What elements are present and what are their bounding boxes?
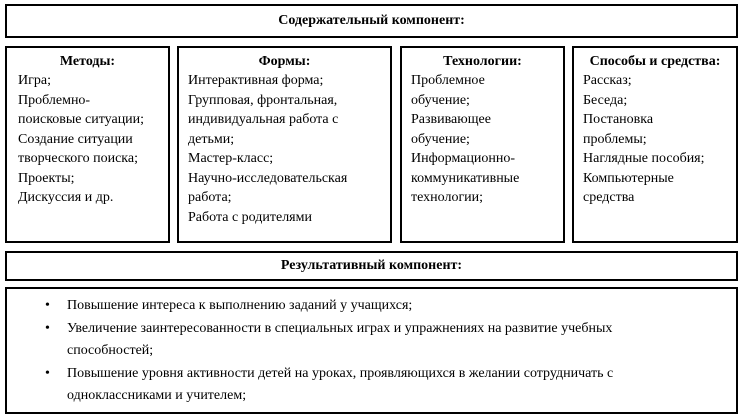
methods-title: Методы:: [59, 54, 116, 69]
list-item: Создание ситуации: [18, 131, 133, 147]
list-item: индивидуальная работа с: [188, 112, 339, 127]
forms-title: Формы:: [258, 54, 311, 69]
technologies-title: Технологии:: [443, 54, 522, 69]
results-list: [7, 295, 736, 408]
list-item: Компьютерные: [583, 170, 674, 186]
list-item: Проблемное: [411, 73, 485, 88]
list-item: коммуникативные: [411, 170, 520, 186]
list-item: Развивающее: [411, 112, 491, 127]
bullet-icon: •: [45, 365, 50, 381]
technologies-box: [400, 46, 565, 243]
list-item: Интерактивная форма;: [188, 73, 324, 88]
list-item: Рассказ;: [583, 73, 632, 88]
list-item: Мастер-класс;: [188, 151, 274, 166]
result-text: Повышение интереса к выполнению заданий у учащихся;: [67, 298, 413, 313]
bullet-icon: •: [45, 298, 50, 313]
technologies-list: [402, 71, 563, 208]
list-item: средства: [583, 190, 635, 205]
list-item: Информационно-: [411, 151, 516, 166]
list-item: Научно-исследовательская: [188, 170, 348, 186]
result-text: Повышение уровня активности детей на уроках, проявляющихся в желании сотрудничать с: [67, 365, 614, 381]
list-item: Игра;: [18, 73, 51, 88]
result-component-title: Результативный компонент:: [280, 258, 463, 273]
list-item: детьми;: [188, 131, 235, 147]
forms-list: [179, 71, 390, 227]
list-item: обучение;: [411, 131, 470, 147]
list-item: Групповая, фронтальная,: [188, 92, 338, 108]
means-title: Способы и средства:: [589, 54, 721, 69]
results-box: [5, 287, 738, 414]
means-box: [572, 46, 738, 243]
list-item: технологии;: [411, 190, 484, 205]
list-item: [7, 318, 736, 363]
list-item: Дискуссия и др.: [18, 190, 114, 205]
list-item: Беседа;: [583, 92, 628, 108]
list-item: творческого поиска;: [18, 151, 138, 166]
result-text-continuation: способностей;: [67, 343, 154, 358]
list-item: Наглядные пособия;: [583, 151, 705, 166]
bullet-icon: •: [45, 320, 50, 336]
content-component-header: [5, 4, 738, 38]
list-item: проблемы;: [583, 131, 647, 147]
forms-box: [177, 46, 392, 243]
result-component-header: [5, 251, 738, 281]
result-text: Увеличение заинтересованности в специальных играх и упражнениях на развитие учебных: [67, 320, 613, 336]
list-item: Постановка: [583, 112, 654, 127]
list-item: поисковые ситуации;: [18, 112, 145, 127]
list-item: [7, 295, 736, 318]
list-item: работа;: [188, 190, 232, 205]
list-item: Работа с родителями: [188, 209, 312, 225]
methods-list: [7, 71, 168, 208]
list-item: обучение;: [411, 92, 470, 108]
means-list: [574, 71, 736, 208]
list-item: Проекты;: [18, 170, 75, 186]
content-component-title: Содержательный компонент:: [278, 13, 465, 28]
result-text-continuation: одноклассниками и учителем;: [67, 388, 247, 403]
list-item: [7, 363, 736, 408]
methods-box: [5, 46, 170, 243]
list-item: Проблемно-: [18, 92, 91, 108]
